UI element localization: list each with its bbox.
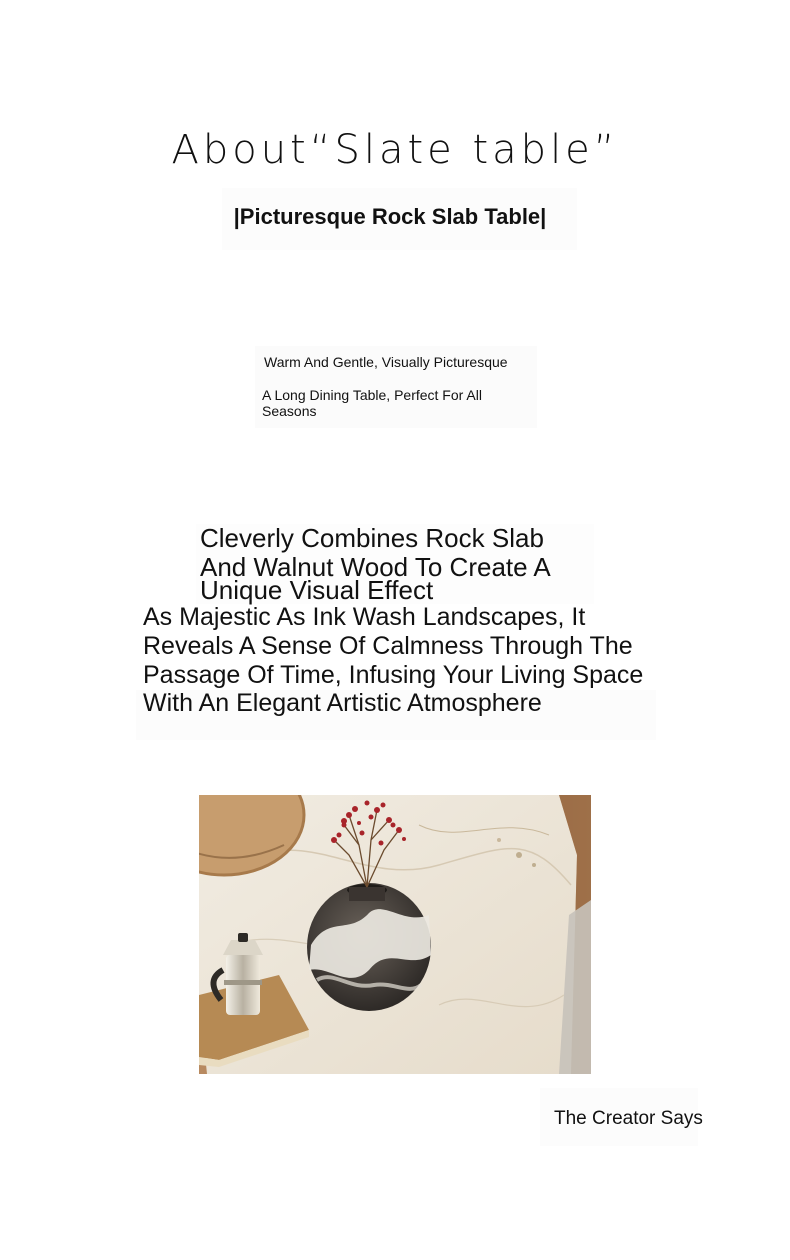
tagline-secondary: A Long Dining Table, Perfect For All Seasons: [262, 387, 482, 419]
feature-headline-line-3: Unique Visual Effect: [200, 575, 434, 605]
feature-headline: [200, 524, 580, 605]
creator-says-heading: The Creator Says: [554, 1108, 703, 1129]
feature-headline-line-2: And Walnut Wood To Create A: [200, 552, 551, 582]
product-photo: [199, 795, 591, 1074]
product-subtitle: |Picturesque Rock Slab Table|: [233, 204, 547, 229]
tagline-primary: Warm And Gentle, Visually Picturesque: [264, 354, 508, 370]
slate-table-photo-illustration: [199, 795, 591, 1074]
feature-description: As Majestic As Ink Wash Landscapes, It Reveals A Sense Of Calmness Through The Passage Of Time, Infusing Your Living Space With An Elegant Artistic Atmosphere: [143, 603, 644, 718]
page-title: About“Slate table”: [171, 127, 619, 173]
feature-headline-line-1: Cleverly Combines Rock Slab: [200, 523, 544, 553]
